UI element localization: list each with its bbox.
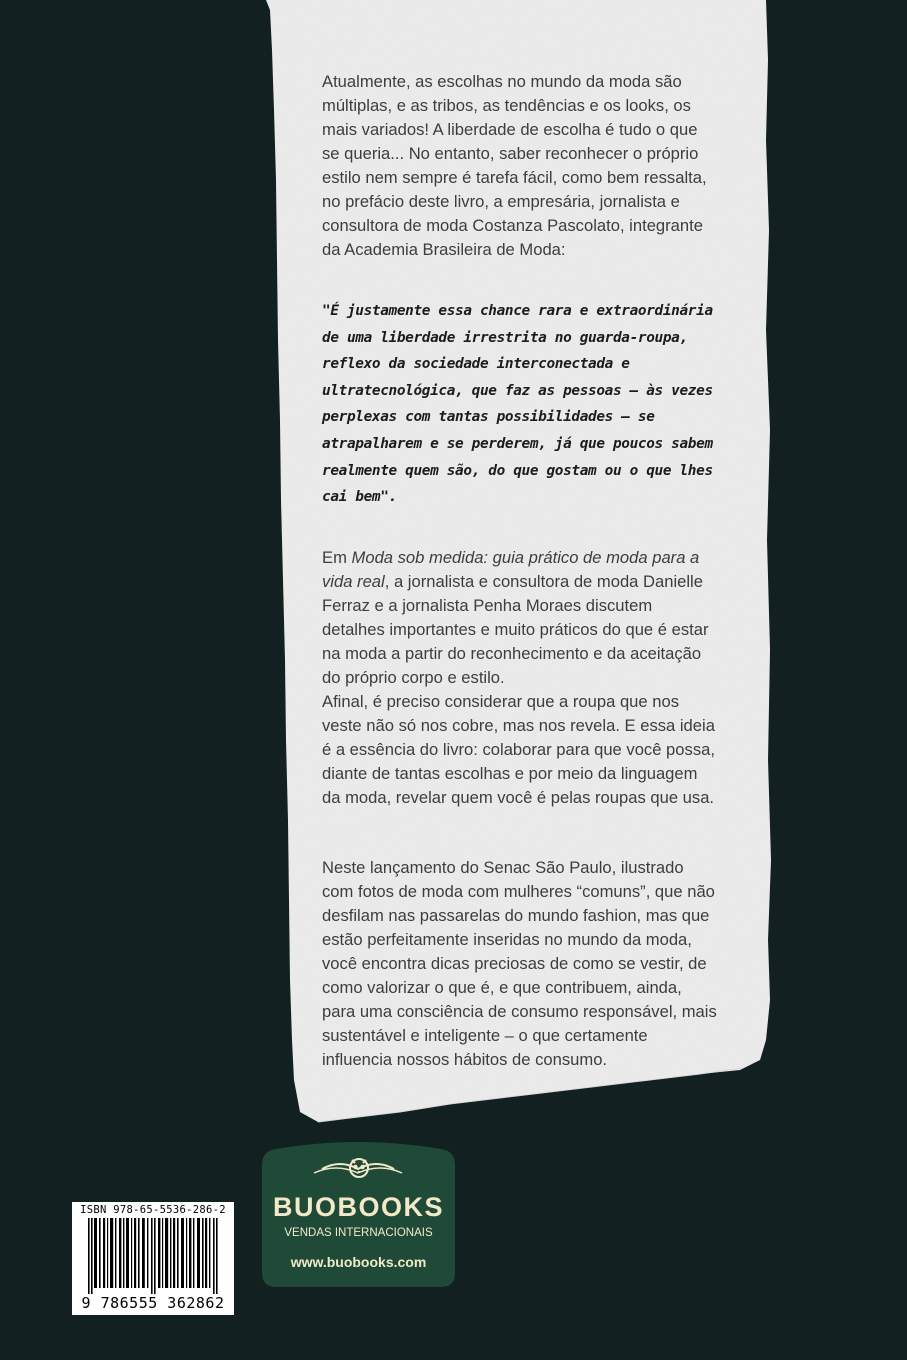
buobooks-badge [262, 1141, 455, 1287]
intro-paragraph: Atualmente, as escolhas no mundo da moda são múltiplas, e as tribos, as tendências e os looks, os mais variados! A liberdade de escolha é tudo o que se queria... No entanto, saber reconhecer o próprio estilo nem sempre é tarefa fácil, como bem ressalta, no prefácio deste livro, a empresária, jornalista e consultora de moda Costanza Pascolato, integrante da Academia Brasileira de Moda: [322, 72, 707, 259]
badge-url[interactable]: www.buobooks.com [290, 1254, 427, 1270]
owl-book-icon [342, 1151, 376, 1185]
badge-subtitle: VENDAS INTERNACIONAIS [284, 1227, 433, 1239]
paragraph-2-rest: , a jornalista e consultora de moda Danielle Ferraz e a jornalista Penha Moraes discutem detalhes importantes e muito práticos do que é estar na moda a partir do reconhecimento e da aceitação do próprio corpo e estilo. [322, 572, 709, 687]
barcode-bars [80, 1218, 228, 1294]
book-description-paragraph [322, 546, 718, 690]
ean-digits: 9 786555 362862 [81, 1294, 225, 1312]
isbn-barcode [72, 1202, 234, 1315]
book-title: Moda sob medida: guia prático de moda para a vida real [322, 548, 700, 591]
badge-brand-name: BUOBOOKS [272, 1192, 444, 1222]
preface-quote: "É justamente essa chance rara e extraordinária de uma liberdade irrestrita no guarda-roupa, reflexo da sociedade interconectada e ultratecnológica, que faz as pessoas – às vezes perplexas com tantas possibilidades – se atrapalharem e se perderem, já que poucos sabem realmente quem são, do que gostam ou o que lhes cai bem". [322, 303, 713, 506]
essence-paragraph: Afinal, é preciso considerar que a roupa que nos veste não só nos cobre, mas nos revela. E essa ideia é a essência do livro: colaborar para que você possa, diante de tantas escolhas e por meio da linguagem da moda, revelar quem você é pelas roupas que usa. [322, 692, 715, 807]
launch-paragraph: Neste lançamento do Senac São Paulo, ilustrado com fotos de moda com mulheres “comuns”, que não desfilam nas passarelas do mundo fashion, mas que estão perfeitamente inseridas no mundo da moda, você encontra dicas preciosas de como se vestir, de como valorizar o que é, e que contribuem, ainda, para uma consciência de consumo responsável, mais sustentável e inteligente – o que certamente influencia nossos hábitos de consumo. [322, 858, 717, 1069]
paragraph-2-prefix: Em [322, 548, 352, 567]
isbn-label: ISBN 978-65-5536-286-2 [80, 1204, 226, 1216]
